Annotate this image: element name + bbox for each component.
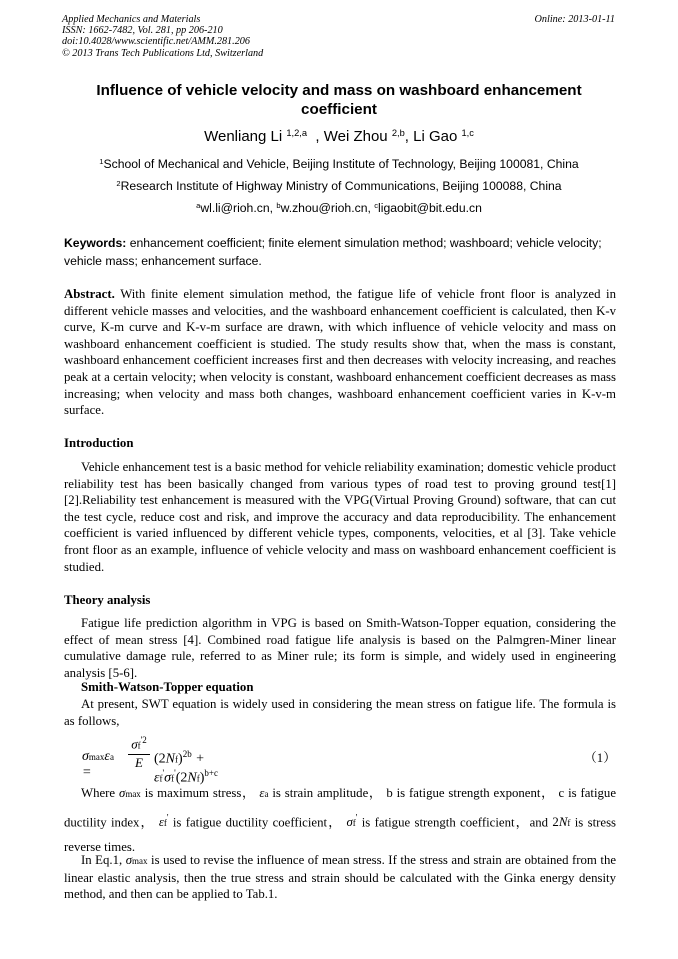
where-text: is stress reverse times. [64, 815, 617, 855]
keywords-label: Keywords: [64, 236, 127, 250]
swt-equation: σmaxεa = $\sigma f^{'2}$ E $(2Nf)^{2b} + \varepsilon f'\sigma f'(2Nf)^{b+c}$ （1） [82, 735, 616, 786]
paper-title: Influence of vehicle velocity and mass on washboard enhancement coefficient [96, 82, 582, 118]
subsection-heading-swt: Smith-Watson-Topper equation [81, 680, 254, 694]
where-text: is fatigue ductility coefficient， [172, 815, 343, 830]
equation-number: （1） [584, 751, 616, 765]
eq1-text: In Eq.1, [81, 853, 123, 867]
section-heading-theory: Theory analysis [64, 593, 151, 607]
keywords-block [64, 234, 616, 270]
swt-paragraph: At present, SWT equation is widely used in considering the mean stress on fatigue life. The formula is as follows, [64, 697, 616, 728]
abstract-text: With finite element simulation method, the fatigue life of vehicle front floor is analyzed in different vehicle masses and velocities, and the washboard enhancement coefficient is calculated, then K-v curve, K-m curve and K-v-m surface are drawn, with which influence of vehicle velocity and mass on washboard enhancement coefficient is studied. The study results show that, when the mass is constant, washboard enhancement coefficient increases first and then decreases with velocity increasing, and reaches peak at a certain velocity; when velocity is constant, washboard enhancement coefficient decreases as mass increasing; when velocity and mass both changes, washboard enhancement coefficient varies in K-v-m surface. [64, 287, 616, 418]
author-line: Wenliang Li $^{1,2,a}$ , Wei Zhou $^{2,b}$, Li Gao $^{1,c}$ [204, 127, 474, 145]
author-affil-mark: 1,c [461, 127, 474, 138]
affiliation-2 [62, 179, 616, 193]
where-text: b is fatigue strength exponent， [386, 786, 555, 800]
theory-paragraph: Fatigue life prediction algorithm in VPG is based on Smith-Watson-Topper equation, considering the effect of mean stress [4]. Combined road fatigue life analysis is based on the Palmgren-Miner linear cumulative damage rule, referred to as Miner rule; its form is simple, and widely used in engineering analysis [5-6]. [64, 616, 616, 680]
copyright-line: © 2013 Trans Tech Publications Ltd, Switzerland [62, 47, 264, 59]
journal-name: Applied Mechanics and Materials [62, 14, 201, 25]
eq1-paragraph: In Eq.1, σmax is used to revise the influence of mean stress. If the stress and strain are obtained from the linear elastic analysis, then the true stress and strain should be calculated with the Ginka energy density method, and then can be applied to Tab.1. [64, 853, 617, 902]
where-text: is maximum stress， [144, 786, 256, 800]
introduction-paragraph: Vehicle enhancement test is a basic method for vehicle reliability examination; domestic vehicle product reliability test has been basically changed from various types of road test to proving ground test[1][2].Reliability test enhancement is measured with the VPG(Virtual Proving Ground) software, that can cut the test cycle, reduce cost and risk, and improve the accuracy and data reproducibility. The enhancement coefficient is varied influenced by different vehicle types, components, velocities, et al [3]. Take vehicle front floor as an example, influence of vehicle velocity and mass on washboard enhancement coefficient is studied. [64, 460, 616, 574]
keywords-text: enhancement coefficient; finite element simulation method; washboard; vehicle velocity; vehicle mass; enhancement surface. [64, 236, 602, 268]
online-date: Online: 2013-01-11 [534, 14, 615, 25]
email-address[interactable]: w.zhou@rioh.cn, [280, 201, 371, 215]
author-name: Li Gao [413, 128, 458, 145]
affil-mark: 2 [116, 178, 121, 188]
email-mark: c [374, 200, 379, 210]
author-name: Wenliang Li [204, 128, 283, 145]
affil-text: School of Mechanical and Vehicle, Beijing Institute of Technology, Beijing 100081, China [103, 157, 579, 171]
author-affil-mark: 1,2,a [286, 127, 308, 138]
where-paragraph: Where σmax is maximum stress， εa is strain amplitude， b is fatigue strength exponent， c is fatigue ductility index， εf' is fatigue ductility coefficient， σf' is fatigue strength coefficient，and 2Nf is stress reverse times. [64, 786, 617, 855]
where-text: c is fatigue ductility index， [64, 786, 617, 830]
email-address[interactable]: wl.li@rioh.cn, [200, 201, 273, 215]
email-line [62, 201, 616, 215]
issn-line: ISSN: 1662-7482, Vol. 281, pp 206-210 [62, 25, 223, 37]
section-heading-introduction: Introduction [64, 436, 134, 450]
author-name: Wei Zhou [323, 128, 388, 145]
abstract-label: Abstract. [64, 287, 115, 301]
doi-line: doi:10.4028/www.scientific.net/AMM.281.206 [62, 36, 250, 48]
where-text: is strain amplitude， [272, 786, 383, 800]
abstract-block [64, 286, 616, 419]
email-mark: b [276, 200, 281, 210]
affil-mark: 1 [99, 156, 104, 166]
affil-text: Research Institute of Highway Ministry of Communications, Beijing 100088, China [120, 179, 562, 193]
journal-header [62, 14, 263, 59]
where-text: is fatigue strength coefficient，and [361, 815, 549, 830]
author-affil-mark: 2,b [391, 127, 405, 138]
email-address[interactable]: ligaobit@bit.edu.cn [378, 201, 482, 215]
affiliation-1 [62, 157, 616, 171]
email-mark: a [196, 200, 201, 210]
where-text: Where [81, 786, 116, 800]
eq1-text: is used to revise the influence of mean stress. If the stress and strain are obtained from the linear elastic analysis, then the true stress and strain should be calculated with the Ginka energy density method, and then can be applied to Tab.1. [64, 853, 617, 902]
